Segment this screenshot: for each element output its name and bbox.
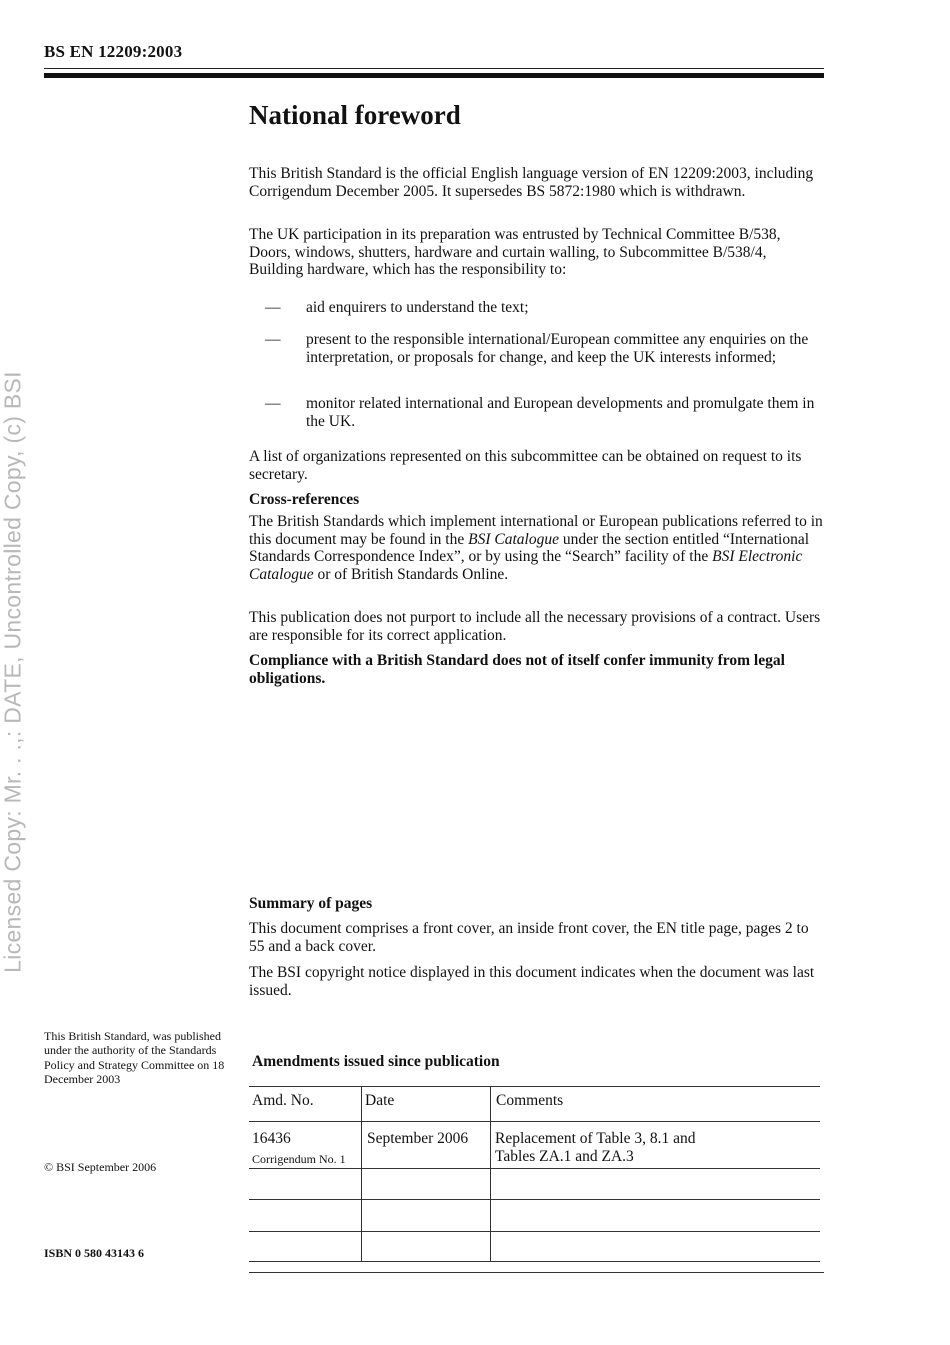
column-header-comments: Comments (496, 1092, 564, 1109)
summary-heading: Summary of pages (249, 895, 373, 912)
document-code: BS EN 12209:2003 (44, 42, 183, 61)
participation-text: The UK participation in its preparation was entrusted by Technical Committee B/538, Doors, windows, shutters, hardware and curtain walling, to Subcommittee B/538/4, Building hardware, which has the responsibility to: (249, 226, 781, 279)
cross-ref-text-2: under the section entitled “International Standards Correspondence Index”, or by using the “Search” facility of the (249, 530, 810, 566)
dash-marker: — (265, 299, 281, 316)
summary-pages-paragraph (249, 920, 824, 955)
list-item-text: present to the responsible international/European committee any enquiries on the interpretation, or proposals for change, and keep the UK interests informed; (306, 331, 809, 366)
organizations-paragraph (249, 448, 824, 483)
table-column-divider (361, 1086, 362, 1262)
organizations-text: A list of organizations represented on this subcommittee can be obtained on request to its secretary. (249, 448, 802, 483)
dash-marker: — (265, 331, 281, 348)
cross-references-text (249, 513, 824, 583)
amendments-table (249, 1086, 820, 1262)
cross-ref-text-3: or of British Standards Online. (313, 565, 509, 583)
header-rule-thick (44, 73, 824, 78)
list-item-text: aid enquirers to understand the text; (306, 299, 529, 316)
amendment-comments-line-2: Tables ZA.1 and ZA.3 (495, 1148, 634, 1165)
cross-ref-text-1: The British Standards which implement international or European publications referred to in this document may be found in the (249, 513, 823, 548)
watermark-text: Licensed Copy: Mr. . .,: DATE, Uncontrolled Copy, (c) BSI (0, 371, 26, 973)
table-column-divider (490, 1086, 491, 1262)
page-title: National foreword (249, 100, 461, 130)
summary-pages-text: This document comprises a front cover, an inside front cover, the EN title page, pages 2 to 55 and a back cover. (249, 920, 809, 955)
participation-paragraph (249, 226, 824, 279)
amendment-comments-line-1: Replacement of Table 3, 8.1 and (495, 1130, 696, 1147)
table-rule (249, 1231, 820, 1232)
amendment-date: September 2006 (367, 1130, 469, 1147)
cross-references-heading: Cross-references (249, 491, 360, 508)
copyright-line: © BSI September 2006 (44, 1160, 157, 1174)
amendment-subtype: Corrigendum No. 1 (252, 1152, 346, 1166)
footer-rule (249, 1272, 824, 1273)
bsi-electronic-catalogue-title: BSI Electronic Catalogue (249, 548, 803, 583)
column-header-amd-no: Amd. No. (252, 1092, 314, 1109)
dash-marker: — (265, 395, 281, 412)
list-item-text: monitor related international and European developments and promulgate them in the UK. (306, 395, 815, 430)
watermark (0, 0, 30, 1345)
bsi-catalogue-title: BSI Catalogue (468, 530, 559, 548)
compliance-statement (249, 652, 824, 687)
header-rule-thin (44, 68, 824, 69)
table-rule (249, 1121, 820, 1122)
intro-text: This British Standard is the official English language version of EN 12209:2003, including Corrigendum December 2005. It supersedes BS 5872:1980 which is withdrawn. (249, 165, 814, 200)
amendments-title: Amendments issued since publication (252, 1053, 500, 1070)
amendment-number: 16436 (252, 1130, 291, 1147)
copyright-notice-text: The BSI copyright notice displayed in this document indicates when the document was last issued. (249, 964, 815, 999)
provisions-text: This publication does not purport to include all the necessary provisions of a contract. Users are responsible for its correct application. (249, 609, 821, 644)
copyright-notice-paragraph (249, 964, 824, 999)
table-rule (249, 1199, 820, 1200)
table-rule (249, 1086, 820, 1087)
publication-note: This British Standard, was published under the authority of the Standards Policy and Strategy Committee on 18 December 2003 (44, 1029, 225, 1087)
intro-paragraph (249, 165, 824, 200)
cross-references-paragraph (249, 513, 824, 583)
compliance-text: Compliance with a British Standard does not of itself confer immunity from legal obligations. (249, 652, 785, 687)
table-rule (249, 1261, 820, 1262)
provisions-paragraph (249, 609, 824, 644)
column-header-date: Date (365, 1092, 395, 1109)
isbn: ISBN 0 580 43143 6 (44, 1246, 145, 1260)
